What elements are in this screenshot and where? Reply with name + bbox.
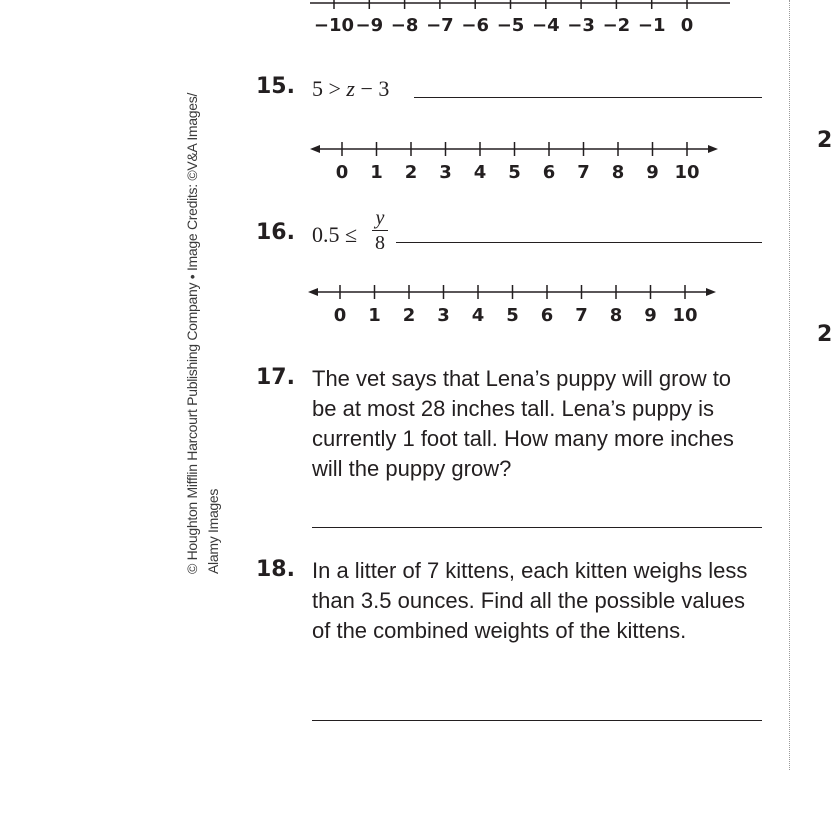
problem-18-text: In a litter of 7 kittens, each kitten weighs less than 3.5 ounces. Find all the possible values of the combined weights of the kittens.: [312, 558, 748, 643]
top-tick-label-4: −6: [461, 15, 490, 36]
problem-16-fraction: [372, 208, 388, 253]
top-tick-label-3: −7: [426, 15, 454, 36]
problem-17-number: 17.: [256, 365, 295, 390]
tick-label-5: 5: [508, 162, 521, 183]
next-column-number-1: 2: [817, 128, 832, 153]
problem-18-number: 18.: [256, 557, 295, 582]
top-tick-label-8: −2: [602, 15, 631, 36]
tick-label-8: 8: [611, 162, 625, 183]
tick-label-0: 0: [335, 162, 349, 183]
problem-17-text: The vet says that Lena’s puppy will grow to be at most 28 inches tall. Lena’s puppy is currently 1 foot tall. How many more inches will the puppy grow?: [312, 366, 734, 481]
problem-16-number-line[interactable]: [308, 278, 718, 328]
tick-label-8: 8: [609, 305, 623, 326]
tick-label-4: 4: [473, 162, 487, 183]
problem-15-inequality: [312, 76, 389, 102]
problem-15-number: 15.: [256, 74, 295, 99]
tick-label-9: 9: [646, 162, 659, 183]
tick-label-2: 2: [402, 305, 416, 326]
problem-15-variable: z: [346, 76, 355, 101]
problem-15-rhs: − 3: [360, 76, 390, 101]
tick-label-6: 6: [540, 305, 554, 326]
top-tick-label-7: −3: [567, 15, 595, 36]
top-tick-label-5: −5: [496, 15, 525, 36]
credit-line-1: © Houghton Mifflin Harcourt Publishing Company • Image Credits: ©V&A Images/: [184, 92, 200, 574]
problem-18-answer-line[interactable]: [312, 720, 762, 721]
problem-16-denominator: 8: [375, 232, 385, 254]
tick-label-7: 7: [577, 162, 590, 183]
tick-label-10: 10: [672, 305, 698, 326]
tick-label-6: 6: [542, 162, 556, 183]
problem-17-answer-line[interactable]: [312, 527, 762, 528]
top-tick-label-10: 0: [680, 15, 694, 36]
tick-label-5: 5: [506, 305, 519, 326]
top-number-line: [300, 0, 740, 40]
tick-label-3: 3: [437, 305, 450, 326]
problem-16-lhs: 0.5 ≤: [312, 222, 358, 247]
tick-label-1: 1: [370, 162, 383, 183]
tick-label-1: 1: [368, 305, 381, 326]
problem-15-lhs: 5 >: [312, 76, 341, 101]
tick-label-4: 4: [471, 305, 485, 326]
problem-15-answer-line[interactable]: [414, 97, 762, 98]
tick-label-9: 9: [644, 305, 657, 326]
tick-label-7: 7: [575, 305, 588, 326]
problem-16-answer-line[interactable]: [396, 242, 762, 243]
tick-label-0: 0: [333, 305, 347, 326]
top-tick-label-0: −10: [313, 15, 355, 36]
top-tick-label-1: −9: [355, 15, 384, 36]
problem-16-numerator: y: [375, 207, 385, 229]
top-tick-label-2: −8: [390, 15, 419, 36]
tick-label-3: 3: [439, 162, 452, 183]
tick-label-10: 10: [674, 162, 700, 183]
credit-line-2: Alamy Images: [205, 488, 221, 574]
column-divider: [789, 0, 790, 770]
problem-16-number: 16.: [256, 220, 295, 245]
top-tick-label-6: −4: [531, 15, 560, 36]
next-column-number-2: 2: [817, 322, 832, 347]
top-tick-label-9: −1: [637, 15, 666, 36]
tick-label-2: 2: [404, 162, 418, 183]
problem-15-number-line[interactable]: [310, 135, 720, 185]
image-credit: [182, 78, 230, 574]
